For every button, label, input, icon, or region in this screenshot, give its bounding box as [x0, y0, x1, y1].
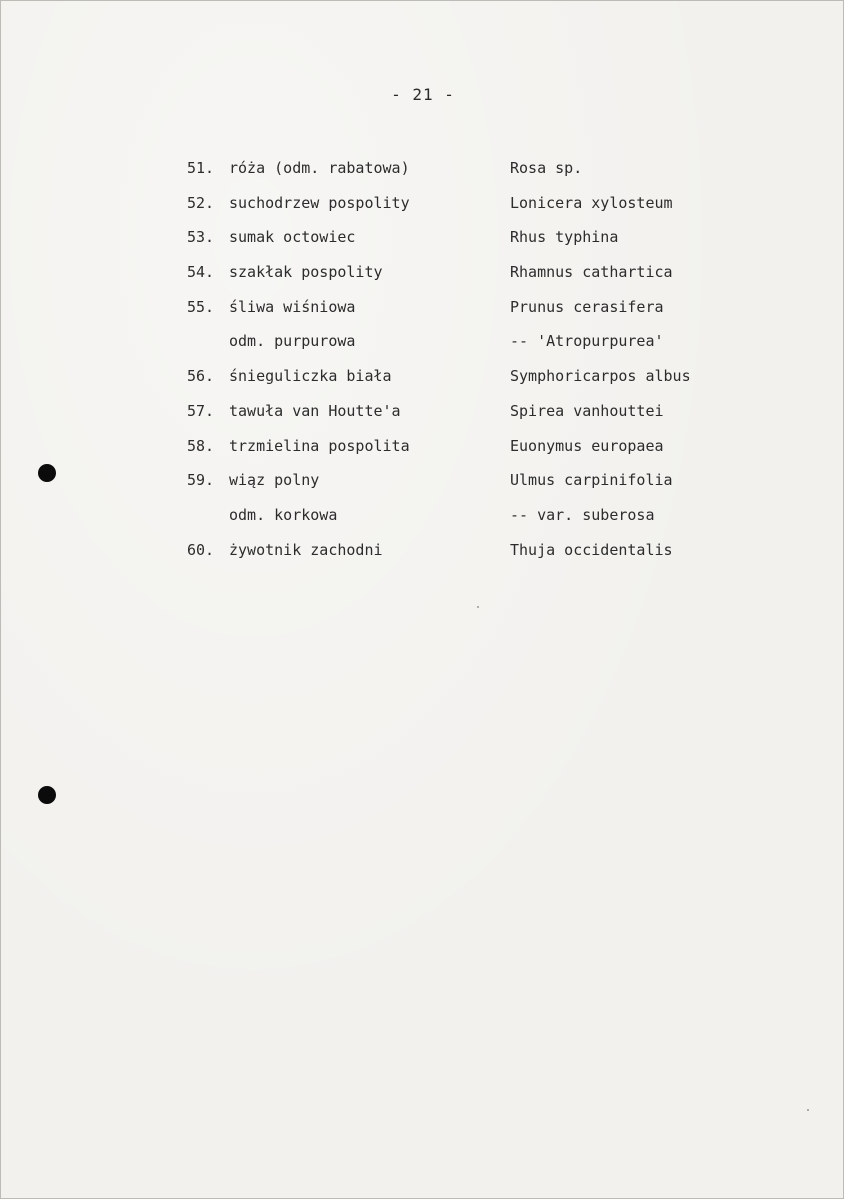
latin-name: Lonicera xylosteum: [510, 193, 673, 212]
latin-name: Spirea vanhouttei: [510, 401, 664, 420]
list-item: [1, 364, 844, 399]
list-item: [1, 503, 844, 538]
polish-name: szakłak pospolity: [229, 263, 383, 282]
entry-number: 51.: [187, 159, 215, 177]
list-item: [1, 191, 844, 226]
polish-name: żywotnik zachodni: [229, 540, 383, 559]
polish-name: sumak octowiec: [229, 228, 356, 247]
polish-name: róża (odm. rabatowa): [229, 159, 410, 177]
polish-name: suchodrzew pospolity: [229, 193, 410, 212]
latin-name: Thuja occidentalis: [510, 540, 673, 559]
polish-name: trzmielina pospolita: [229, 436, 410, 455]
list-item: [1, 399, 844, 434]
paper-speck: [477, 606, 479, 608]
list-item: [1, 260, 844, 295]
entry-number: 55.: [187, 297, 215, 316]
entry-number: 58.: [187, 436, 215, 455]
list-item: [1, 538, 844, 573]
paper-speck: [807, 1109, 809, 1111]
polish-name: tawuła van Houtte'a: [229, 401, 401, 420]
punch-hole: [38, 786, 56, 804]
latin-name: Symphoricarpos albus: [510, 367, 691, 386]
polish-name: wiąz polny: [229, 471, 320, 490]
list-item: [1, 156, 844, 191]
polish-name: odm. purpurowa: [229, 332, 356, 351]
list-item: [1, 295, 844, 330]
latin-name: Ulmus carpinifolia: [510, 471, 673, 490]
latin-name: Rosa sp.: [510, 159, 583, 177]
latin-name: Rhus typhina: [510, 228, 619, 247]
latin-name: -- var. suberosa: [510, 505, 655, 524]
entry-number: 56.: [187, 367, 215, 386]
entry-number: 53.: [187, 228, 215, 247]
species-list: [1, 156, 844, 572]
list-item: [1, 468, 844, 503]
entry-number: 52.: [187, 193, 215, 212]
entry-number: 57.: [187, 401, 215, 420]
polish-name: odm. korkowa: [229, 505, 338, 524]
page-number: - 21 -: [391, 85, 455, 104]
list-item: [1, 329, 844, 364]
list-item: [1, 225, 844, 260]
polish-name: śnieguliczka biała: [229, 367, 392, 386]
latin-name: Rhamnus cathartica: [510, 263, 673, 282]
entry-number: 60.: [187, 540, 215, 559]
latin-name: -- 'Atropurpurea': [510, 332, 664, 351]
polish-name: śliwa wiśniowa: [229, 297, 356, 316]
list-item: [1, 434, 844, 469]
punch-hole: [38, 464, 56, 482]
entry-number: 54.: [187, 263, 215, 282]
latin-name: Prunus cerasifera: [510, 297, 664, 316]
latin-name: Euonymus europaea: [510, 436, 664, 455]
entry-number: 59.: [187, 471, 215, 490]
